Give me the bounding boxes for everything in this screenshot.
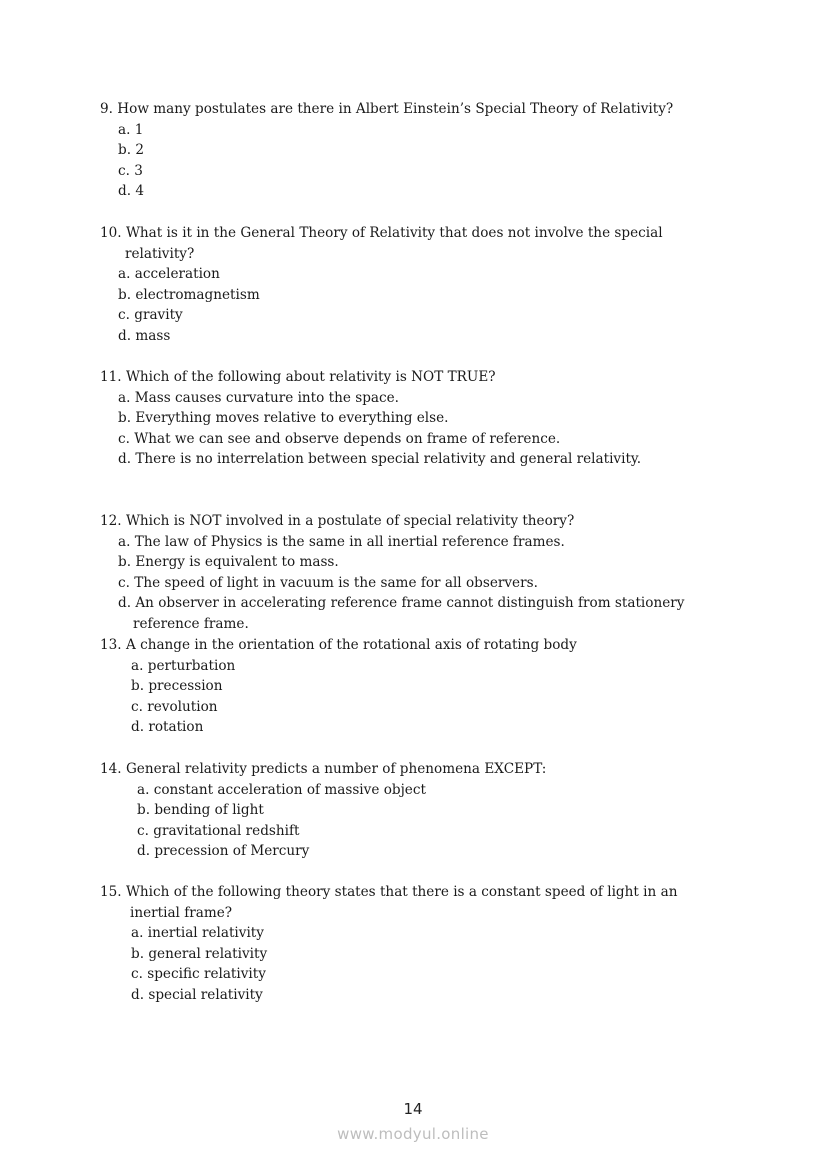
question-10 <box>100 223 730 347</box>
question-text: 10. What is it in the General Theory of Relativity that does not involve the special <box>100 225 663 241</box>
answer-option: d. special relativity <box>131 986 263 1003</box>
answer-option: c. specific relativity <box>131 966 266 983</box>
question-text: 12. Which is NOT involved in a postulate of special relativity theory? <box>100 513 575 529</box>
page-number: 14 <box>403 1100 423 1118</box>
question-11 <box>100 367 730 470</box>
answer-option: d. precession of Mercury <box>137 843 310 860</box>
answer-option: c. What we can see and observe depends on frame of reference. <box>118 430 561 447</box>
question-text: 11. Which of the following about relativity is NOT TRUE? <box>100 369 496 385</box>
answer-option: d. There is no interrelation between special relativity and general relativity. <box>118 451 642 468</box>
question-12 <box>100 511 730 635</box>
answer-option-continued: reference frame. <box>133 615 249 632</box>
answer-option: a. 1 <box>118 121 144 138</box>
question-15 <box>100 882 730 1006</box>
question-text-continued: inertial frame? <box>130 904 233 921</box>
question-text: 15. Which of the following theory states that there is a constant speed of light in an <box>100 884 678 900</box>
question-text: 13. A change in the orientation of the rotational axis of rotating body <box>100 637 577 653</box>
answer-option: d. An observer in accelerating reference frame cannot distinguish from stationery <box>118 595 685 612</box>
answer-option: a. Mass causes curvature into the space. <box>118 389 399 406</box>
answer-option: c. gravitational redshift <box>137 822 300 839</box>
answer-option: a. acceleration <box>118 266 220 283</box>
answer-option: d. 4 <box>118 183 144 200</box>
question-14 <box>100 759 730 862</box>
answer-option: b. 2 <box>118 142 144 159</box>
answer-option: c. 3 <box>118 162 143 179</box>
question-9 <box>100 99 730 202</box>
question-text: 14. General relativity predicts a number of phenomena EXCEPT: <box>100 761 547 777</box>
answer-option: b. precession <box>131 678 223 695</box>
question-text: 9. How many postulates are there in Albert Einstein’s Special Theory of Relativity? <box>100 101 674 117</box>
answer-option: b. Energy is equivalent to mass. <box>118 554 339 571</box>
watermark: www.modyul.online <box>337 1125 489 1143</box>
answer-option: b. Everything moves relative to everything else. <box>118 410 449 427</box>
answer-option: b. electromagnetism <box>118 286 260 303</box>
answer-option: a. perturbation <box>131 657 236 674</box>
answer-option: a. inertial relativity <box>131 925 264 942</box>
answer-option: a. The law of Physics is the same in all inertial reference frames. <box>118 533 565 550</box>
question-text-continued: relativity? <box>125 245 195 262</box>
answer-option: d. rotation <box>131 719 204 736</box>
question-13 <box>100 635 730 738</box>
answer-option: b. general relativity <box>131 945 268 962</box>
answer-option: a. constant acceleration of massive object <box>137 781 426 798</box>
answer-option: b. bending of light <box>137 802 264 819</box>
answer-option: c. revolution <box>131 698 218 715</box>
answer-option: c. gravity <box>118 307 183 324</box>
answer-option: c. The speed of light in vacuum is the same for all observers. <box>118 574 538 591</box>
answer-option: d. mass <box>118 327 171 344</box>
